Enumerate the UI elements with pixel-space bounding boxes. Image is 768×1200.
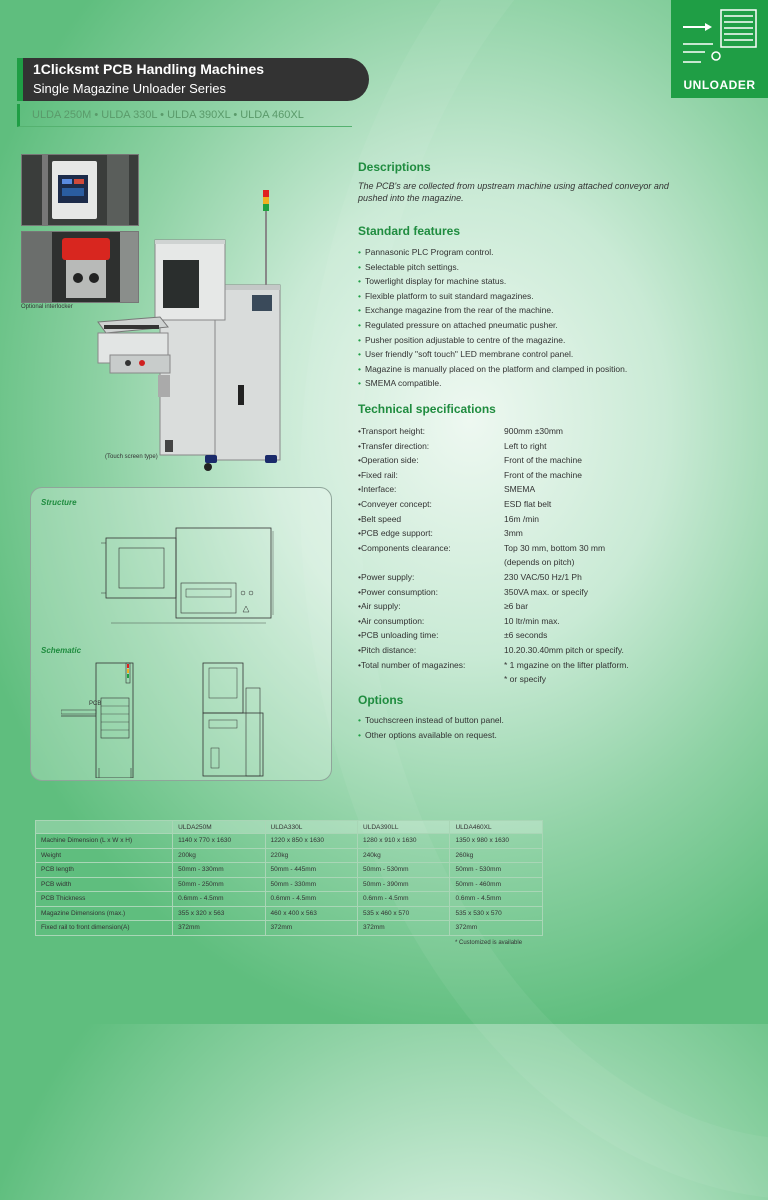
spec-row: •Operation side: Front of the machine xyxy=(358,455,582,466)
list-item: • Pannasonic PLC Program control. xyxy=(358,247,494,257)
table-cell: 50mm - 250mm xyxy=(173,877,265,892)
table-header-cell: ULDA330L xyxy=(265,821,357,834)
machine-illustration xyxy=(70,185,290,480)
specs-list xyxy=(358,424,758,687)
header-accent xyxy=(17,58,23,101)
structure-label: Structure xyxy=(41,498,77,507)
list-item: • Magazine is manually placed on the platform and clamped in position. xyxy=(358,363,628,374)
spec-row: •Fixed rail: Front of the machine xyxy=(358,469,582,480)
table-cell: PCB length xyxy=(36,863,173,878)
spec-row: •Power supply: 230 VAC/50 Hz/1 Ph xyxy=(358,571,582,582)
list-item: • SMEMA compatible. xyxy=(358,378,442,389)
pcb-label: PCB xyxy=(89,701,102,707)
table-header-cell: ULDA460XL xyxy=(450,821,543,834)
table-header-row xyxy=(36,821,543,834)
descriptions-text: The PCB's are collected from upstream machine using attached conveyor and pushed into the magazine. xyxy=(358,181,669,203)
spec-row: •Belt speed 16m /min xyxy=(358,513,539,524)
unloader-icon xyxy=(671,0,768,75)
features-title: Standard features xyxy=(358,224,461,238)
table-cell: 50mm - 530mm xyxy=(358,863,450,878)
table-cell: 0.6mm - 4.5mm xyxy=(450,892,543,907)
header-bar xyxy=(17,58,369,101)
badge-label: UNLOADER xyxy=(683,78,756,92)
table-cell: 372mm xyxy=(173,921,265,936)
optional-interlocker-caption: Optional interlocker xyxy=(21,304,73,310)
spec-row: •PCB edge support: 3mm xyxy=(358,528,523,539)
unloader-badge xyxy=(671,0,768,98)
table-cell: 260kg xyxy=(450,848,543,863)
table-row xyxy=(36,877,543,892)
table-cell: 372mm xyxy=(265,921,357,936)
table-footnote: * Customized is available xyxy=(455,940,523,946)
table-cell: Weight xyxy=(36,848,173,863)
schematic-label: Schematic xyxy=(41,646,82,655)
table-cell: 0.6mm - 4.5mm xyxy=(173,892,265,907)
table-cell: 460 x 400 x 563 xyxy=(265,906,357,921)
table-cell: 355 x 320 x 563 xyxy=(173,906,265,921)
table-cell: 0.6mm - 4.5mm xyxy=(265,892,357,907)
list-item: • Towerlight display for machine status. xyxy=(358,276,507,287)
table-cell: 1280 x 910 x 1630 xyxy=(358,834,450,849)
spec-row: •Transport height: 900mm ±30mm xyxy=(358,426,563,436)
table-cell: 1350 x 980 x 1630 xyxy=(450,834,543,849)
spec-row: •Power consumption: 350VA max. or specify xyxy=(358,586,588,597)
spec-row: •PCB unloading time: ±6 seconds xyxy=(358,630,548,641)
table-row xyxy=(36,863,543,878)
list-item: • Flexible platform to suit standard magazines. xyxy=(358,290,534,301)
list-item: • Touchscreen instead of button panel. xyxy=(358,715,504,725)
table-cell: PCB Thickness xyxy=(36,892,173,907)
table-cell: 50mm - 445mm xyxy=(265,863,357,878)
table-cell: Fixed rail to front dimension(A) xyxy=(36,921,173,936)
table-cell: 535 x 530 x 570 xyxy=(450,906,543,921)
models-table xyxy=(35,820,543,936)
table-cell: 50mm - 530mm xyxy=(450,863,543,878)
table-cell: 50mm - 330mm xyxy=(265,877,357,892)
table-cell: 1220 x 850 x 1630 xyxy=(265,834,357,849)
model-list: ULDA 250M • ULDA 330L • ULDA 390XL • ULDA 460XL xyxy=(17,104,352,127)
table-cell: Machine Dimension (L x W x H) xyxy=(36,834,173,849)
options-title: Options xyxy=(358,693,404,707)
touch-screen-caption: (Touch screen type) xyxy=(105,454,158,460)
specs-title: Technical specifications xyxy=(358,402,496,416)
spec-row: * or specify xyxy=(504,674,547,685)
spec-row: (depends on pitch) xyxy=(504,557,575,568)
table-cell: 372mm xyxy=(450,921,543,936)
spec-row: •Air supply: ≥6 bar xyxy=(358,601,529,612)
spec-row: •Transfer direction: Left to right xyxy=(358,440,547,451)
spec-row: •Conveyer concept: ESD flat belt xyxy=(358,498,552,509)
structure-drawing xyxy=(101,523,281,633)
table-cell: 240kg xyxy=(358,848,450,863)
list-item: • Selectable pitch settings. xyxy=(358,261,460,272)
spec-row: •Pitch distance: 10.20.30.40mm pitch or specify. xyxy=(358,644,624,655)
table-cell: 535 x 460 x 570 xyxy=(358,906,450,921)
page-subtitle: Single Magazine Unloader Series xyxy=(33,81,226,96)
descriptions-title: Descriptions xyxy=(358,160,431,174)
table-cell: 200kg xyxy=(173,848,265,863)
page-title: 1Clicksmt PCB Handling Machines xyxy=(33,61,265,77)
table-cell: 220kg xyxy=(265,848,357,863)
list-item: • User friendly "soft touch" LED membrane control panel. xyxy=(358,349,574,360)
table-header-cell xyxy=(36,821,173,834)
table-cell: 0.6mm - 4.5mm xyxy=(358,892,450,907)
table-header-cell: ULDA250M xyxy=(173,821,265,834)
list-item: • Other options available on request. xyxy=(358,729,497,740)
list-item: • Pusher position adjustable to centre of the magazine. xyxy=(358,334,566,345)
table-cell: 50mm - 460mm xyxy=(450,877,543,892)
table-row xyxy=(36,834,543,849)
structure-panel xyxy=(30,487,332,781)
table-cell: 50mm - 390mm xyxy=(358,877,450,892)
table-cell: PCB width xyxy=(36,877,173,892)
table-row xyxy=(36,906,543,921)
schematic-drawing xyxy=(61,658,311,778)
spec-row: •Interface: SMEMA xyxy=(358,484,536,495)
spec-row: •Total number of magazines: * 1 mgazine on the lifter platform. xyxy=(358,659,629,670)
features-list xyxy=(358,245,758,391)
list-item: • Regulated pressure on attached pneumatic pusher. xyxy=(358,319,558,330)
table-cell: 50mm - 330mm xyxy=(173,863,265,878)
list-item: • Exchange magazine from the rear of the machine. xyxy=(358,305,554,316)
table-cell: Magazine Dimensions (max.) xyxy=(36,906,173,921)
table-row xyxy=(36,921,543,936)
options-list xyxy=(358,713,758,742)
table-row xyxy=(36,848,543,863)
table-header-cell: ULDA390LL xyxy=(358,821,450,834)
table-row xyxy=(36,892,543,907)
spec-row: •Components clearance: Top 30 mm, bottom 30 mm xyxy=(358,542,606,553)
table-cell: 372mm xyxy=(358,921,450,936)
spec-row: •Air consumption: 10 ltr/min max. xyxy=(358,615,560,626)
table-cell: 1140 x 770 x 1630 xyxy=(173,834,265,849)
